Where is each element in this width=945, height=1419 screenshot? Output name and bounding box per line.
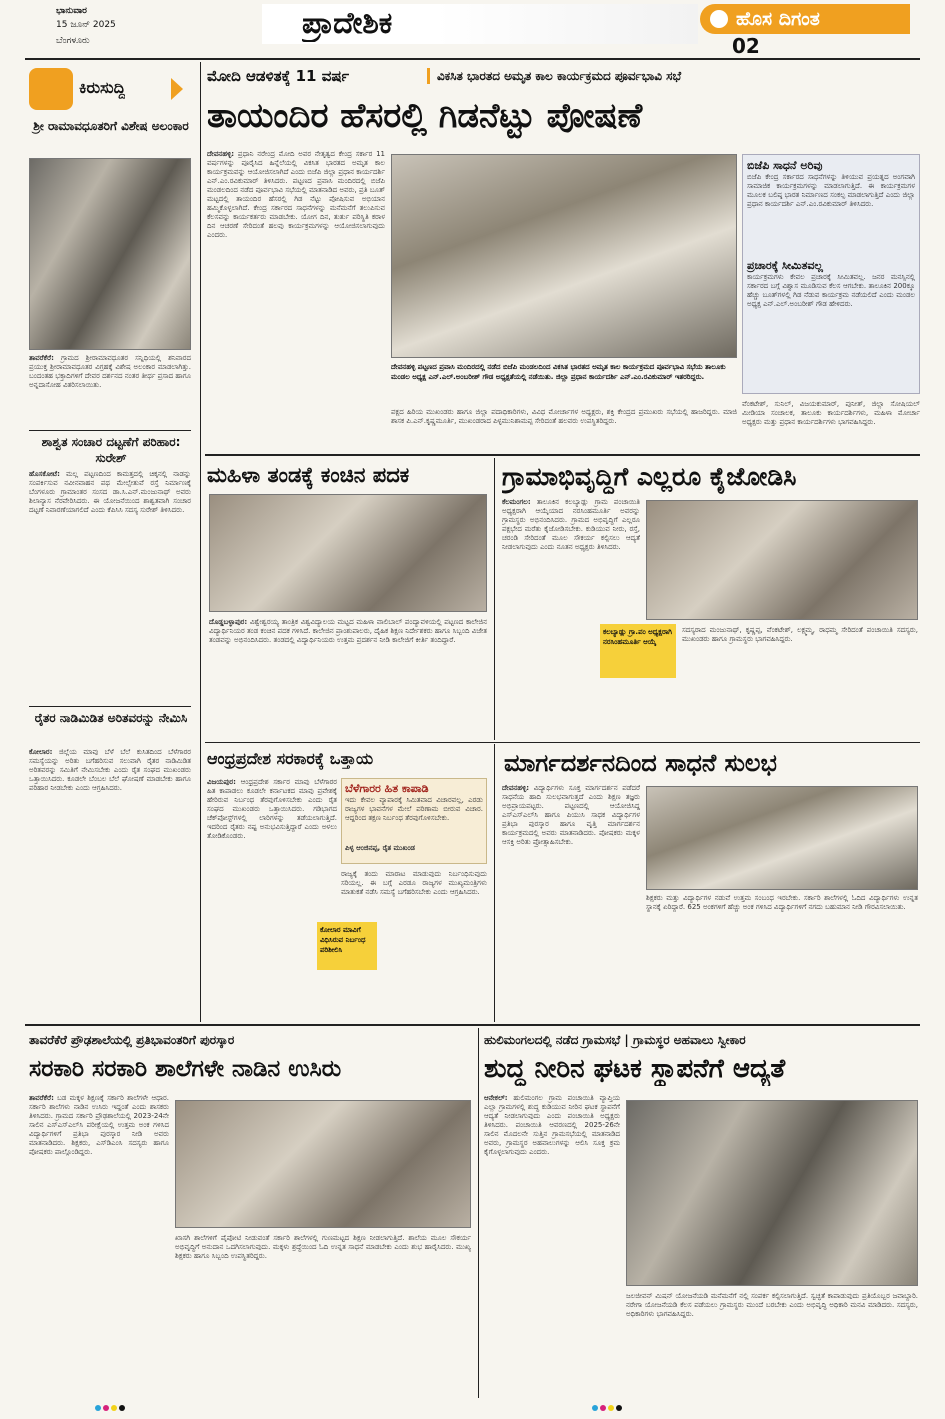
masthead-rule xyxy=(25,58,920,60)
women-team-place: ದೊಡ್ಡಬಳ್ಳಾಪುರ: xyxy=(209,618,248,626)
village-dev-place: ಕೆಲಮಂಗಲ: xyxy=(502,498,531,506)
kiru-item3-text: ಜಿಲ್ಲೆಯ ಮಾವು ಬೆಳೆ ಬೆಲೆ ಕುಸಿತದಿಂದ ಬೆಳೆಗಾರರ ಸಮಸ್ಯೆಯನ್ನು ಅರಿತು ಬಗೆಹರಿಸುವ ಸಲುವಾಗಿ ರೈತರ ನಾಡಿಮಿಡಿತ ಅರಿತವರನ್ನು ಸಮಿತಿಗೆ ನೇಮಿಸಬೇಕು ಎಂದು ರೈತ ಸಂಘದ ಮುಖಂಡರು ಒತ್ತಾಯಿಸಿದರು. ಕೂಡಲೇ ಬೆಂಬಲ ಬೆಲೆ ಘೋಷಣೆ ಮಾಡಬೇಕು ಹಾಗೂ ಪರಿಹಾರ ನೀಡಬೇಕು ಎಂದು ಆಗ್ರಹಿಸಿದರು. xyxy=(29,748,191,792)
andhra-text: ಆಂಧ್ರಪ್ರದೇಶ ಸರ್ಕಾರ ಮಾವು ಬೆಳೆಗಾರರ ಹಿತ ಕಾಪಾಡಲು ಕೂಡಲೇ ಕರ್ನಾಟಕದ ಮಾವು ಪ್ರವೇಶಕ್ಕೆ ಹೇರಿರುವ ನಿರ್ಬಂಧ ತೆರವುಗೊಳಿಸಬೇಕು ಎಂದು ರೈತ ಸಂಘದ ಮುಖಂಡರು ಒತ್ತಾಯಿಸಿದರು. ಗಡಿಭಾಗದ ಚೆಕ್‌ಪೋಸ್ಟ್‌ಗಳಲ್ಲಿ ಲಾರಿಗಳನ್ನು ತಡೆಯಲಾಗುತ್ತಿದೆ. ಇದರಿಂದ ರೈತರು ನಷ್ಟ ಅನುಭವಿಸುತ್ತಿದ್ದಾರೆ ಎಂದು ಅಳಲು ತೋಡಿಕೊಂಡರು. xyxy=(207,778,337,840)
schools-body2: ಖಾಸಗಿ ಶಾಲೆಗಳಿಗೆ ಪೈಪೋಟಿ ನೀಡುವಂತೆ ಸರ್ಕಾರಿ ಶಾಲೆಗಳಲ್ಲಿ ಗುಣಮಟ್ಟದ ಶಿಕ್ಷಣ ನೀಡಲಾಗುತ್ತಿದೆ. ಶಾಲೆಯ ಮೂಲ ಸೌಕರ್ಯ ಅಭಿವೃದ್ಧಿಗೆ ಅನುದಾನ ಒದಗಿಸಲಾಗುವುದು. ಮಕ್ಕಳು ಶ್ರದ್ಧೆಯಿಂದ ಓದಿ ಉನ್ನತ ಸಾಧನೆ ಮಾಡಬೇಕು ಎಂದು ಶುಭ ಹಾರೈಸಿದರು. ಮುಖ್ಯ ಶಿಕ್ಷಕರು ಹಾಗೂ ಸಿಬ್ಬಂದಿ ಉಪಸ್ಥಿತರಿದ್ದರು. xyxy=(175,1234,471,1260)
bjp-box-title1: ಬಿಜೆಪಿ ಸಾಧನೆ ಅರಿವು xyxy=(747,159,823,172)
schools-place: ತಾವರೆಕೆರೆ: xyxy=(29,1094,54,1102)
andhra-story xyxy=(205,744,490,1022)
schools-body xyxy=(29,1094,169,1394)
kiru-item1-body xyxy=(29,354,191,426)
schools-photo xyxy=(175,1100,471,1228)
kiru-item2-text: ಮಲ್ಲ ಪಟ್ಟಣದಿಂದ ಕಾಮತ್ತದಲ್ಲಿ ಚಿಕ್ಕನಲ್ಲಿ ನಾಡನ್ನು ಸಂಪರ್ಕಿಸುವ ನವೀನವಾಹನ ಪಥ ಮೇಲ್ಸೇತುವೆ ರಸ್ತೆ ನಿರ್ಮಾಣಕ್ಕೆ ಬೆಂಗಳೂರು ಗ್ರಾಮಾಂತರ ಸಂಸದ ಡಾ.ಸಿ.ಎನ್.ಮಂಜುನಾಥ್ ಅವರು ಶಿಲಾನ್ಯಾಸ ನೆರವೇರಿಸಿದರು. ಈ ಯೋಜನೆಯಿಂದ ಶಾಶ್ವತವಾಗಿ ಸಂಚಾರ ದಟ್ಟಣೆ ನಿವಾರಣೆಯಾಗಲಿದೆ ಎಂದು ಕೆಪಿಸಿಸಿ ಸದಸ್ಯ ಸುರೇಶ್ ತಿಳಿಸಿದರು. xyxy=(29,470,191,514)
guidance-place: ದೇವನಹಳ್ಳಿ: xyxy=(502,784,530,792)
bjp-info-box xyxy=(742,154,920,394)
water-headline: ಶುದ್ಧ ನೀರಿನ ಘಟಕ ಸ್ಥಾಪನೆಗೆ ಆದ್ಯತೆ xyxy=(484,1054,786,1084)
water-place: ಆನೇಕಲ್: xyxy=(484,1094,508,1102)
masthead-city: ಬೆಂಗಳೂರು xyxy=(56,36,90,46)
village-dev-story xyxy=(500,458,920,740)
village-dev-text: ತಾಲೂಕಿನ ಕಲಬ್ಯಾಡ್ಲು ಗ್ರಾಮ ಪಂಚಾಯಿತಿ ಅಧ್ಯಕ್ಷರಾಗಿ ಆಯ್ಕೆಯಾದ ನರಸಿಂಹಮೂರ್ತಿ ಅವರನ್ನು ಗ್ರಾಮಸ್ಥರು ಅಭಿನಂದಿಸಿದರು. ಗ್ರಾಮದ ಅಭಿವೃದ್ಧಿಗೆ ಎಲ್ಲರೂ ಪಕ್ಷಭೇದ ಮರೆತು ಕೈಜೋಡಿಸಬೇಕು. ಕುಡಿಯುವ ನೀರು, ರಸ್ತೆ, ಚರಂಡಿ ಸೇರಿದಂತೆ ಮೂಲ ಸೌಕರ್ಯ ಕಲ್ಪಿಸಲು ಆದ್ಯತೆ ನೀಡಲಾಗುವುದು ಎಂದು ನೂತನ ಅಧ್ಯಕ್ಷರು ತಿಳಿಸಿದರು. xyxy=(502,498,640,551)
color-registration-marks xyxy=(95,1396,155,1404)
lead-story xyxy=(205,62,920,452)
logo-banner xyxy=(700,4,910,34)
guidance-photo xyxy=(646,786,918,890)
divider xyxy=(25,1024,920,1026)
andhra-place: ವಿಜಯಪುರ: xyxy=(207,778,236,786)
page-number: 02 xyxy=(732,34,760,58)
andhra-box xyxy=(341,778,487,864)
guidance-body2: ಶಿಕ್ಷಕರು ಮತ್ತು ವಿದ್ಯಾರ್ಥಿಗಳ ನಡುವೆ ಉತ್ತಮ ಸಂಬಂಧ ಇರಬೇಕು. ಸರ್ಕಾರಿ ಶಾಲೆಗಳಲ್ಲಿ ಓದಿದ ವಿದ್ಯಾರ್ಥಿಗಳು ಉನ್ನತ ಸ್ಥಾನಕ್ಕೆ ಏರಿದ್ದಾರೆ. 625 ಅಂಕಗಳಿಗೆ ಹೆಚ್ಚು ಅಂಕ ಗಳಿಸಿದ ವಿದ್ಯಾರ್ಥಿಗಳಿಗೆ ನಗದು ಬಹುಮಾನ ನೀಡಿ ಗೌರವಿಸಲಾಯಿತು. xyxy=(646,894,918,911)
kiru-item3-body xyxy=(29,748,191,1014)
lead-photo xyxy=(391,154,737,358)
divider xyxy=(29,706,191,707)
lead-body-left-text: ಪ್ರಧಾನಿ ನರೇಂದ್ರ ಮೋದಿ ಅವರ ನೇತೃತ್ವದ ಕೇಂದ್ರ ಸರ್ಕಾರ 11 ವರ್ಷಗಳನ್ನು ಪೂರೈಸಿದ ಹಿನ್ನೆಲೆಯಲ್ಲಿ ವಿಕಸಿತ ಭಾರತದ ಅಮೃತ ಕಾಲ ಕಾರ್ಯಕ್ರಮವನ್ನು ಆಯೋಜಿಸಲಾಗಿದೆ ಎಂದು ಬಿಜೆಪಿ ಜಿಲ್ಲಾ ಪ್ರಧಾನ ಕಾರ್ಯದರ್ಶಿ ಎನ್.ಎಂ.ರವಿಕುಮಾರ್ ತಿಳಿಸಿದರು. ಪಟ್ಟಣದ ಪ್ರವಾಸಿ ಮಂದಿರದಲ್ಲಿ ಬಿಜೆಪಿ ಮಂಡಲದಿಂದ ನಡೆದ ಪೂರ್ವಭಾವಿ ಸಭೆಯಲ್ಲಿ ಮಾತನಾಡಿದ ಅವರು, ಪ್ರತಿ ಬೂತ್ ಮಟ್ಟದಲ್ಲಿ ತಾಯಂದಿರ ಹೆಸರಲ್ಲಿ ಗಿಡ ನೆಟ್ಟು ಪೋಷಿಸುವ ಅಭಿಯಾನ ಹಮ್ಮಿಕೊಳ್ಳಲಾಗಿದೆ. ಕೇಂದ್ರ ಸರ್ಕಾರದ ಸಾಧನೆಗಳನ್ನು ಮನೆಮನೆಗೆ ತಲುಪಿಸುವ ಕೆಲಸವನ್ನು ಕಾರ್ಯಕರ್ತರು ಮಾಡಬೇಕು. ಯೋಗ ದಿನ, ತುರ್ತು ಪರಿಸ್ಥಿತಿ ಕರಾಳ ದಿನ ಆಚರಣೆ ಸೇರಿದಂತೆ ಹಲವು ಕಾರ್ಯಕ್ರಮಗಳನ್ನು ಆಯೋಜಿಸಲಾಗುವುದು ಎಂದರು. xyxy=(207,150,385,239)
lead-body-under: ಪಕ್ಷದ ಹಿರಿಯ ಮುಖಂಡರು ಹಾಗೂ ಜಿಲ್ಲಾ ಪದಾಧಿಕಾರಿಗಳು, ವಿವಿಧ ಮೋರ್ಚಾಗಳ ಅಧ್ಯಕ್ಷರು, ಶಕ್ತಿ ಕೇಂದ್ರದ ಪ್ರಮುಖರು ಸಭೆಯಲ್ಲಿ ಹಾಜರಿದ್ದರು. ಮಾಜಿ ಶಾಸಕ ಪಿ.ಎನ್.ಕೃಷ್ಣಮೂರ್ತಿ, ಮುಖಂಡರಾದ ಪಿಳ್ಳಮುನಿಶಾಮಪ್ಪ ಸೇರಿದಂತೆ ಹಲವರು ಉಪಸ್ಥಿತರಿದ್ದರು. xyxy=(391,408,737,425)
women-team-body xyxy=(209,618,487,736)
lead-place: ದೇವನಹಳ್ಳಿ: xyxy=(207,150,235,158)
lead-kicker-right: ವಿಕಸಿತ ಭಾರತದ ಅಮೃತ ಕಾಲ ಕಾರ್ಯಕ್ರಮದ ಪೂರ್ವಭಾವಿ ಸಭೆ xyxy=(437,69,682,83)
andhra-tag-text: ಕೋಲಾರ ಮಾವಿಗೆ ವಿಧಿಸಿರುವ ನಿರ್ಬಂಧ ಪರಿಶೀಲಿಸಿ xyxy=(320,926,366,954)
village-dev-body2: ಸದಸ್ಯರಾದ ಮಂಜುನಾಥ್, ಕೃಷ್ಣಪ್ಪ, ವೆಂಕಟೇಶ್, ಲಕ್ಷ್ಮಮ್ಮ, ರಾಧಮ್ಮ ಸೇರಿದಂತೆ ಪಂಚಾಯಿತಿ ಸದಸ್ಯರು, ಮುಖಂಡರು ಹಾಗೂ ಗ್ರಾಮಸ್ಥರು ಭಾಗವಹಿಸಿದ್ದರು. xyxy=(682,626,918,643)
column-divider xyxy=(494,458,495,740)
schools-text: ಬಡ ಮಕ್ಕಳ ಶಿಕ್ಷಣಕ್ಕೆ ಸರ್ಕಾರಿ ಶಾಲೆಗಳೇ ಆಧಾರ. ಸರ್ಕಾರಿ ಶಾಲೆಗಳು ನಾಡಿನ ಉಸಿರು ಇದ್ದಂತೆ ಎಂದು ಶಾಸಕರು ತಿಳಿಸಿದರು. ಗ್ರಾಮದ ಸರ್ಕಾರಿ ಪ್ರೌಢಶಾಲೆಯಲ್ಲಿ 2023-24ನೇ ಸಾಲಿನ ಎಸ್‌ಎಸ್‌ಎಲ್‌ಸಿ ಪರೀಕ್ಷೆಯಲ್ಲಿ ಉತ್ತಮ ಅಂಕ ಗಳಿಸಿದ ವಿದ್ಯಾರ್ಥಿಗಳಿಗೆ ಪ್ರತಿಭಾ ಪುರಸ್ಕಾರ ನೀಡಿ ಅವರು ಮಾತನಾಡಿದರು. ಶಿಕ್ಷಕರು, ಎಸ್‌ಡಿಎಂಸಿ ಸದಸ್ಯರು ಹಾಗೂ ಪೋಷಕರು ಪಾಲ್ಗೊಂಡಿದ್ದರು. xyxy=(29,1094,169,1156)
andhra-body xyxy=(207,778,337,1018)
bjp-box-body3: ವೆಂಕಟೇಶ್, ಸುನಿಲ್, ವಿಜಯಕುಮಾರ್, ಪುನೀತ್, ಜಿಲ್ಲಾ ಸೋಷಿಯಲ್ ಮೀಡಿಯಾ ಸಂಚಾಲಕ, ತಾಲೂಕು ಕಾರ್ಯದರ್ಶಿಗಳು, ಮಹಿಳಾ ಮೋರ್ಚಾ ಅಧ್ಯಕ್ಷರು ಮತ್ತು ಪ್ರಧಾನ ಕಾರ್ಯದರ್ಶಿಗಳು ಭಾಗವಹಿಸಿದ್ದರು. xyxy=(742,400,920,426)
women-team-headline: ಮಹಿಳಾ ತಂಡಕ್ಕೆ ಕಂಚಿನ ಪದಕ xyxy=(207,463,410,487)
women-team-text: ವಿಶ್ವೇಶ್ವರಯ್ಯ ತಾಂತ್ರಿಕ ವಿಶ್ವವಿದ್ಯಾಲಯ ಮಟ್ಟದ ಮಹಿಳಾ ವಾಲಿಬಾಲ್ ಪಂದ್ಯಾವಳಿಯಲ್ಲಿ ಪಟ್ಟಣದ ಕಾಲೇಜಿನ ವಿದ್ಯಾರ್ಥಿನಿಯರ ತಂಡ ಕಂಚಿನ ಪದಕ ಗಳಿಸಿದೆ. ಕಾಲೇಜಿನ ಪ್ರಾಂಶುಪಾಲರು, ದೈಹಿಕ ಶಿಕ್ಷಣ ನಿರ್ದೇಶಕರು ಹಾಗೂ ಸಿಬ್ಬಂದಿ ವಿಜೇತ ತಂಡವನ್ನು ಅಭಿನಂದಿಸಿದರು. ತಂಡದಲ್ಲಿ ವಿದ್ಯಾರ್ಥಿನಿಯರು ಉತ್ತಮ ಪ್ರದರ್ಶನ ನೀಡಿ ಕಾಲೇಜಿಗೆ ಕೀರ್ತಿ ತಂದಿದ್ದಾರೆ. xyxy=(209,618,487,644)
andhra-box-sign: ಪಿಳ್ಳ ಆಂಜಿನಪ್ಪ, ರೈತ ಮುಖಂಡ xyxy=(345,844,416,852)
women-team-photo xyxy=(209,494,487,612)
kiru-item1-title: ಶ್ರೀ ರಾಮಾವಧೂತರಿಗೆ ವಿಶೇಷ ಅಲಂಕಾರ xyxy=(33,119,189,133)
divider xyxy=(205,742,920,743)
village-dev-quote-text: ಕಲಬ್ಯಾಡ್ಲು ಗ್ರಾ.ಪಂ ಅಧ್ಯಕ್ಷರಾಗಿ ನರಸಿಂಹಮೂರ್ತಿ ಆಯ್ಕೆ xyxy=(603,628,673,646)
guidance-story xyxy=(500,744,920,1022)
water-kicker: ಹುಲಿಮಂಗಲದಲ್ಲಿ ನಡೆದ ಗ್ರಾಮಸಭೆ | ಗ್ರಾಮಸ್ಥರ ಅಹವಾಲು ಸ್ವೀಕಾರ xyxy=(484,1033,746,1047)
bjp-box-body2: ಕಾರ್ಯಕ್ರಮಗಳು ಕೇವಲ ಪ್ರಚಾರಕ್ಕೆ ಸೀಮಿತವಲ್ಲ. ಜನರ ಮನಸ್ಸಿನಲ್ಲಿ ಸರ್ಕಾರದ ಬಗ್ಗೆ ವಿಶ್ವಾಸ ಮೂಡಿಸುವ ಕೆಲಸ ಆಗಬೇಕು. ತಾಲೂಕಿನ 200ಕ್ಕೂ ಹೆಚ್ಚು ಬೂತ್‌ಗಳಲ್ಲಿ ಗಿಡ ನೆಡುವ ಕಾರ್ಯಕ್ರಮ ನಡೆಯಲಿದೆ ಎಂದು ಮಂಡಲ ಅಧ್ಯಕ್ಷ ಎನ್.ಎಲ್.ಅಂಬರೀಶ್ ಗೌಡ ಹೇಳಿದರು. xyxy=(747,273,915,308)
bjp-box-title2: ಪ್ರಚಾರಕ್ಕೆ ಸೀಮಿತವಲ್ಲ xyxy=(747,259,823,272)
guidance-body xyxy=(502,784,640,1018)
kicker-separator xyxy=(427,68,430,84)
lead-photo-caption: ದೇವನಹಳ್ಳಿ ಪಟ್ಟಣದ ಪ್ರವಾಸಿ ಮಂದಿರದಲ್ಲಿ ನಡೆದ ಬಿಜೆಪಿ ಮಂಡಲದಿಂದ ವಿಕಸಿತ ಭಾರತದ ಅಮೃತ ಕಾಲ ಕಾರ್ಯಕ್ರಮದ ಪೂರ್ವಭಾವಿ ಸಭೆಯ ತಾಲೂಕು ಮಂಡಲ ಅಧ್ಯಕ್ಷ ಎನ್.ಎಲ್.ಅಂಬರೀಶ್ ಗೌಡ ಅಧ್ಯಕ್ಷತೆಯಲ್ಲಿ ನಡೆಯಿತು. ಜಿಲ್ಲಾ ಪ್ರಧಾನ ಕಾರ್ಯದರ್ಶಿ ಎನ್.ಎಂ.ರವಿಕುಮಾರ್ ಇತರರಿದ್ದರು. xyxy=(391,363,726,381)
masthead-date: 15 ಜೂನ್ 2025 xyxy=(56,20,116,30)
divider xyxy=(29,430,191,431)
lead-body-left xyxy=(207,150,385,450)
bjp-box-body1: ಬಿಜೆಪಿ ಕೇಂದ್ರ ಸರ್ಕಾರದ ಸಾಧನೆಗಳನ್ನು ತಿಳಿಯುವ ಪ್ರಯತ್ನದ ಅಂಗವಾಗಿ ಸಾಮಾಜಿಕ ಕಾರ್ಯಕ್ರಮಗಳನ್ನು ಮಾಡಲಾಗುತ್ತಿದೆ. ಈ ಕಾರ್ಯಕ್ರಮಗಳ ಮೂಲಕ ಬಲಿಷ್ಠ ಭಾರತ ನಿರ್ಮಾಣದ ಸಂಕಲ್ಪ ಮಾಡಲಾಗುತ್ತಿದೆ ಎಂದು ಜಿಲ್ಲಾ ಪ್ರಧಾನ ಕಾರ್ಯದರ್ಶಿ ಎನ್.ಎಂ.ರವಿಕುಮಾರ್ ತಿಳಿಸಿದರು. xyxy=(747,173,915,208)
water-text: ಹುಲಿಮಂಗಲ ಗ್ರಾಮ ಪಂಚಾಯಿತಿ ವ್ಯಾಪ್ತಿಯ ಎಲ್ಲಾ ಗ್ರಾಮಗಳಲ್ಲಿ ಶುದ್ಧ ಕುಡಿಯುವ ನೀರಿನ ಘಟಕ ಸ್ಥಾಪನೆಗೆ ಆದ್ಯತೆ ನೀಡಲಾಗುವುದು ಎಂದು ಪಂಚಾಯಿತಿ ಅಧ್ಯಕ್ಷರು ತಿಳಿಸಿದರು. ಪಂಚಾಯಿತಿ ಆವರಣದಲ್ಲಿ 2025-26ನೇ ಸಾಲಿನ ಮೊದಲನೇ ಸುತ್ತಿನ ಗ್ರಾಮಸಭೆಯಲ್ಲಿ ಮಾತನಾಡಿದ ಅವರು, ಗ್ರಾಮಸ್ಥರ ಅಹವಾಲುಗಳನ್ನು ಆಲಿಸಿ ಸೂಕ್ತ ಕ್ರಮ ಕೈಗೊಳ್ಳಲಾಗುವುದು ಎಂದರು. xyxy=(484,1094,620,1156)
schools-story xyxy=(25,1028,475,1408)
section-bar xyxy=(262,4,698,44)
schools-kicker: ತಾವರೆಕೆರೆ ಪ್ರೌಢಶಾಲೆಯಲ್ಲಿ ಪ್ರತಿಭಾವಂತರಿಗೆ ಪುರಸ್ಕಾರ xyxy=(29,1033,235,1047)
andhra-body2: ರಾಜ್ಯಕ್ಕೆ ತಂದು ಮಾರಾಟ ಮಾಡುವುದು ನಿರ್ಬಂಧಿಸುವುದು ಸರಿಯಲ್ಲ. ಈ ಬಗ್ಗೆ ಎರಡೂ ರಾಜ್ಯಗಳ ಮುಖ್ಯಮಂತ್ರಿಗಳು ಮಾತುಕತೆ ನಡೆಸಿ ಸಮಸ್ಯೆ ಬಗೆಹರಿಸಬೇಕು ಎಂದು ಆಗ್ರಹಿಸಿದರು. xyxy=(341,870,487,896)
kiru-item2-body xyxy=(29,470,191,702)
color-registration-marks xyxy=(592,1396,652,1404)
kiru-item2-place: ಹೊಸಕೋಟೆ: xyxy=(29,470,60,478)
column-divider xyxy=(200,62,201,1022)
chevron-right-icon xyxy=(171,78,183,100)
village-dev-quote xyxy=(600,624,676,678)
column-divider xyxy=(494,744,495,1022)
andhra-tag xyxy=(317,922,377,970)
water-story xyxy=(482,1028,920,1408)
deity-photo xyxy=(29,158,191,350)
hand-icon xyxy=(29,68,73,110)
village-dev-body xyxy=(502,498,640,736)
kiru-item1-place: ತಾವರೆಕೆರೆ: xyxy=(29,354,54,362)
schools-headline: ಸರಕಾರಿ ಸರಕಾರಿ ಶಾಲೆಗಳೇ ನಾಡಿನ ಉಸಿರು xyxy=(29,1056,342,1082)
divider xyxy=(205,454,920,456)
guidance-text: ವಿದ್ಯಾರ್ಥಿಗಳು ಸೂಕ್ತ ಮಾರ್ಗದರ್ಶನ ಪಡೆದರೆ ಸಾಧನೆಯ ಹಾದಿ ಸುಲಭವಾಗುತ್ತದೆ ಎಂದು ಶಿಕ್ಷಣ ತಜ್ಞರು ಅಭಿಪ್ರಾಯಪಟ್ಟರು. ಪಟ್ಟಣದಲ್ಲಿ ಆಯೋಜಿಸಿದ್ದ ಎಸ್‌ಎಸ್‌ಎಲ್‌ಸಿ ಹಾಗೂ ಪಿಯುಸಿ ಸಾಧಕ ವಿದ್ಯಾರ್ಥಿಗಳ ಪ್ರತಿಭಾ ಪುರಸ್ಕಾರ ಹಾಗೂ ವೃತ್ತಿ ಮಾರ್ಗದರ್ಶನ ಕಾರ್ಯಕ್ರಮದಲ್ಲಿ ಅವರು ಮಾತನಾಡಿದರು. ಪೋಷಕರು ಮಕ್ಕಳ ಆಸಕ್ತಿ ಅರಿತು ಪ್ರೋತ್ಸಾಹಿಸಬೇಕು. xyxy=(502,784,640,846)
water-body2: ಜಲಜೀವನ್ ಮಿಷನ್ ಯೋಜನೆಯಡಿ ಮನೆಮನೆಗೆ ನಲ್ಲಿ ಸಂಪರ್ಕ ಕಲ್ಪಿಸಲಾಗುತ್ತಿದೆ. ಸ್ವಚ್ಛತೆ ಕಾಪಾಡುವುದು ಪ್ರತಿಯೊಬ್ಬರ ಜವಾಬ್ದಾರಿ. ನರೇಗಾ ಯೋಜನೆಯಡಿ ಕೆಲಸ ಪಡೆಯಲು ಗ್ರಾಮಸ್ಥರು ಮುಂದೆ ಬರಬೇಕು ಎಂದು ಅಭಿವೃದ್ಧಿ ಅಧಿಕಾರಿ ಮನವಿ ಮಾಡಿದರು. ಸದಸ್ಯರು, ಅಧಿಕಾರಿಗಳು ಭಾಗವಹಿಸಿದ್ದರು. xyxy=(626,1292,918,1318)
village-dev-photo xyxy=(646,500,918,620)
water-body xyxy=(484,1094,620,1394)
andhra-box-title: ಬೆಳೆಗಾರರ ಹಿತ ಕಾಪಾಡಿ xyxy=(345,782,429,795)
kirusuddi-label: ಕಿರುಸುದ್ದಿ xyxy=(79,78,126,97)
kirusuddi-column xyxy=(25,62,197,1022)
masthead-day: ಭಾನುವಾರ xyxy=(56,6,87,16)
village-dev-headline: ಗ್ರಾಮಾಭಿವೃದ್ಧಿಗೆ ಎಲ್ಲರೂ ಕೈಜೋಡಿಸಿ xyxy=(502,462,797,491)
lead-headline: ತಾಯಂದಿರ ಹೆಸರಲ್ಲಿ ಗಿಡನೆಟ್ಟು ಪೋಷಣೆ xyxy=(207,96,643,136)
kiru-item2-title: ಶಾಶ್ವತ ಸಂಚಾರ ದಟ್ಟಣೆಗೆ ಪರಿಹಾರ: ಸುರೇಶ್ xyxy=(41,435,181,465)
guidance-headline: ಮಾರ್ಗದರ್ಶನದಿಂದ ಸಾಧನೆ ಸುಲಭ xyxy=(504,749,777,777)
kirusuddi-logo xyxy=(29,68,189,110)
water-photo xyxy=(626,1100,918,1286)
masthead xyxy=(0,0,945,60)
women-team-story xyxy=(205,458,490,740)
logo-sun-icon xyxy=(710,10,728,28)
lead-kicker-left: ಮೋದಿ ಆಡಳಿತಕ್ಕೆ 11 ವರ್ಷ xyxy=(207,67,350,85)
logo-paper-name: ಹೊಸ ದಿಗಂತ xyxy=(736,8,820,30)
andhra-box-body: ಇದು ಕೇವಲ ವ್ಯಾಪಾರಕ್ಕೆ ಸಿಮಿತವಾದ ವಿಚಾರವಲ್ಲ, ಎರಡು ರಾಜ್ಯಗಳ ಭಾವನೆಗಳ ಮೇಲೆ ಪರಿಣಾಮ ಬೀರುವ ವಿಚಾರ. ಆದ್ದರಿಂದ ತಕ್ಷಣ ನಿರ್ಬಂಧ ತೆರವುಗೊಳಿಸಬೇಕು. xyxy=(345,796,483,822)
kiru-item3-title: ರೈತರ ನಾಡಿಮಿಡಿತ ಅರಿತವರನ್ನು ನೇಮಿಸಿ xyxy=(34,711,188,725)
column-divider xyxy=(478,1028,479,1398)
kiru-item1-text: ಗ್ರಾಮದ ಶ್ರೀರಾಮಾವಧೂತರ ಸನ್ನಿಧಿಯಲ್ಲಿ ಶನಿವಾರದ ಪ್ರಯುಕ್ತ ಶ್ರೀರಾಮಾವಧೂತರ ವಿಗ್ರಹಕ್ಕೆ ವಿಶೇಷ ಅಲಂಕಾರ ಮಾಡಲಾಗಿತ್ತು. ಬಂದಂತಹ ಭಕ್ತಾದಿಗಳಿಗೆ ದೇವರ ದರ್ಶನದ ನಂತರ ತೀರ್ಥ ಪ್ರಸಾದ ಹಾಗೂ ಅನ್ನದಾಸೋಹ ವಿತರಿಸಲಾಯಿತು. xyxy=(29,354,191,389)
kiru-item3-place: ಕೋಲಾರ: xyxy=(29,748,53,756)
andhra-headline: ಆಂಧ್ರಪ್ರದೇಶ ಸರಕಾರಕ್ಕೆ ಒತ್ತಾಯ xyxy=(207,749,374,768)
section-title: ಪ್ರಾದೇಶಿಕ xyxy=(302,6,393,41)
